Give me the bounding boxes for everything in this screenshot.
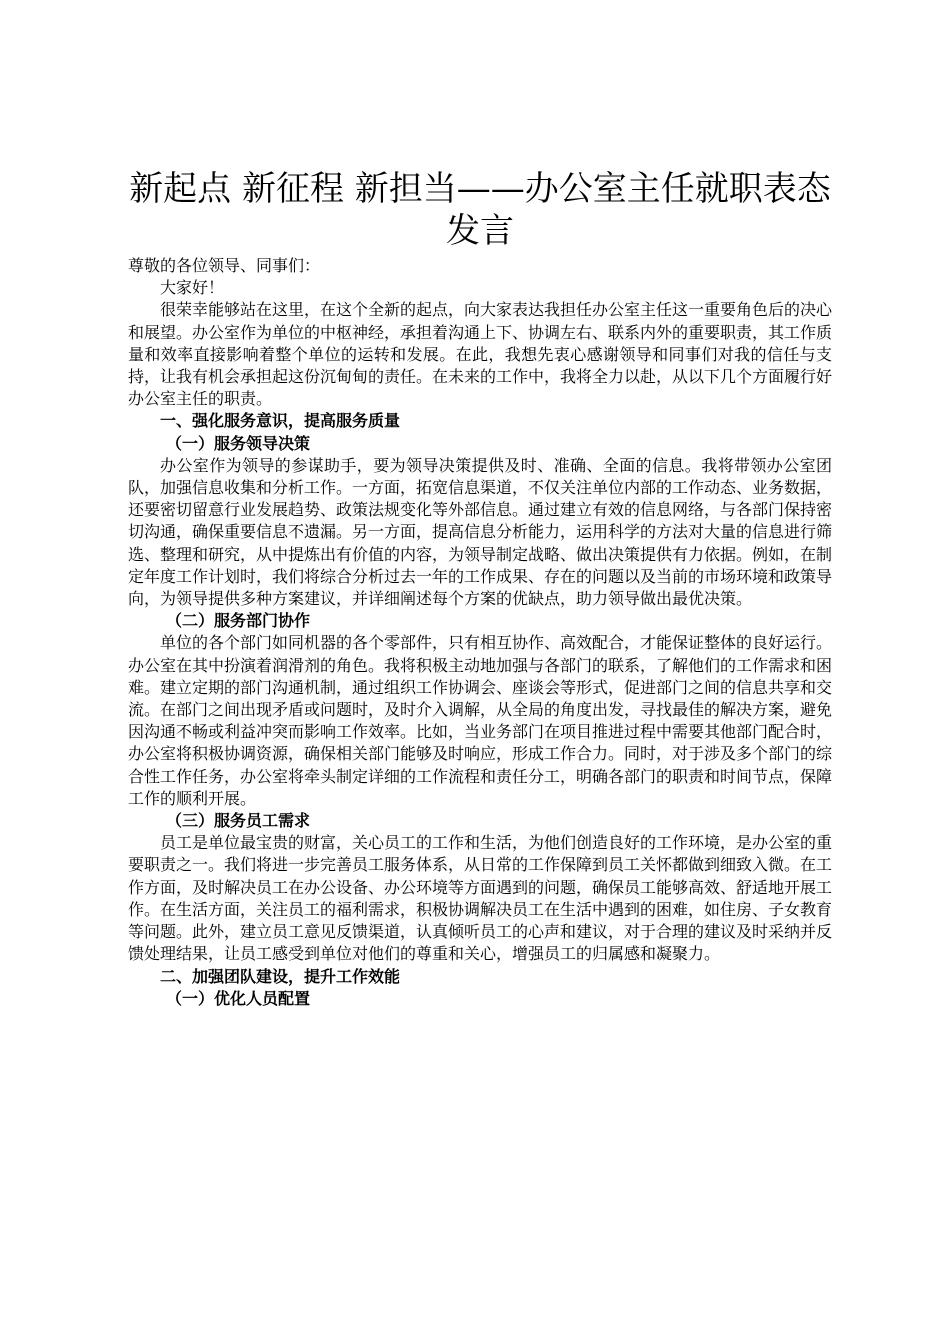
document-title: 新起点 新征程 新担当——办公室主任就职表态发言 — [129, 169, 831, 251]
section-1-1-heading: （一）服务领导决策 — [166, 433, 311, 453]
section-2-heading: 二、加强团队建设，提升工作效能 — [160, 966, 401, 986]
section-1-3-body: 员工是单位最宝贵的财富，关心员工的工作和生活，为他们创造良好的工作环境，是办公室的重要职责之一。我们将进一步完善员工服务体系，从日常的工作保障到员工关怀都做到细致入微。在工作方面，及时解决员工在办公设备、办公环境等方面遇到的问题，确保员工能够高效、舒适地开展工作。在生活方面，关注员工的福利需求，积极协调解决员工在生活中遇到的困难，如住房、子女教育等问题。此外，建立员工意见反馈渠道，认真倾听员工的心声和建议，对于合理的建议及时采纳并反馈处理结果，让员工感受到单位对他们的尊重和关心，增强员工的归属感和凝聚力。 — [128, 833, 833, 964]
section-1-3-heading: （三）服务员工需求 — [166, 811, 311, 831]
salutation: 尊敬的各位领导、同事们： — [128, 256, 321, 275]
section-1-2-heading: （二）服务部门协作 — [166, 611, 311, 631]
section-1-2-body: 单位的各个部门如同机器的各个零部件，只有相互协作、高效配合，才能保证整体的良好运行。办公室在其中扮演着润滑剂的角色。我将积极主动地加强与各部门的联系，了解他们的工作需求和困难。建立定期的部门沟通机制，通过组织工作协调会、座谈会等形式，促进部门之间的信息共享和交流。在部门之间出现矛盾或问题时，及时介入调解，从全局的角度出发，寻找最佳的解决方案，避免因沟通不畅或利益冲突而影响工作效率。比如，当业务部门在项目推进过程中需要其他部门配合时，办公室将积极协调资源，确保相关部门能够及时响应，形成工作合力。同时，对于涉及多个部门的综合性工作任务，办公室将牵头制定详细的工作流程和责任分工，明确各部门的职责和时间节点，保障工作的顺利开展。 — [128, 633, 833, 808]
section-2-1-heading: （一）优化人员配置 — [166, 988, 311, 1008]
greeting: 大家好！ — [160, 278, 225, 298]
intro-paragraph: 很荣幸能够站在这里，在这个全新的起点，向大家表达我担任办公室主任这一重要角色后的决心和展望。办公室作为单位的中枢神经，承担着沟通上下、协调左右、联系内外的重要职责，其工作质量和效率直接影响着整个单位的运转和发展。在此，我想先衷心感谢领导和同事们对我的信任与支持，让我有机会承担起这份沉甸甸的责任。在未来的工作中，我将全力以赴，从以下几个方面履行好办公室主任的职责。 — [128, 300, 833, 409]
section-1-1-body: 办公室作为领导的参谋助手，要为领导决策提供及时、准确、全面的信息。我将带领办公室团队，加强信息收集和分析工作。一方面，拓宽信息渠道，不仅关注单位内部的工作动态、业务数据，还要密切留意行业发展趋势、政策法规变化等外部信息。通过建立有效的信息网络，与各部门保持密切沟通，确保重要信息不遗漏。另一方面，提高信息分析能力，运用科学的方法对大量的信息进行筛选、整理和研究，从中提炼出有价值的内容，为领导制定战略、做出决策提供有力依据。例如，在制定年度工作计划时，我们将综合分析过去一年的工作成果、存在的问题以及当前的市场环境和政策导向，为领导提供多种方案建议，并详细阐述每个方案的优缺点，助力领导做出最优决策。 — [128, 455, 833, 609]
section-1-heading: 一、强化服务意识，提高服务质量 — [160, 411, 401, 431]
document-page — [128, 168, 832, 1010]
